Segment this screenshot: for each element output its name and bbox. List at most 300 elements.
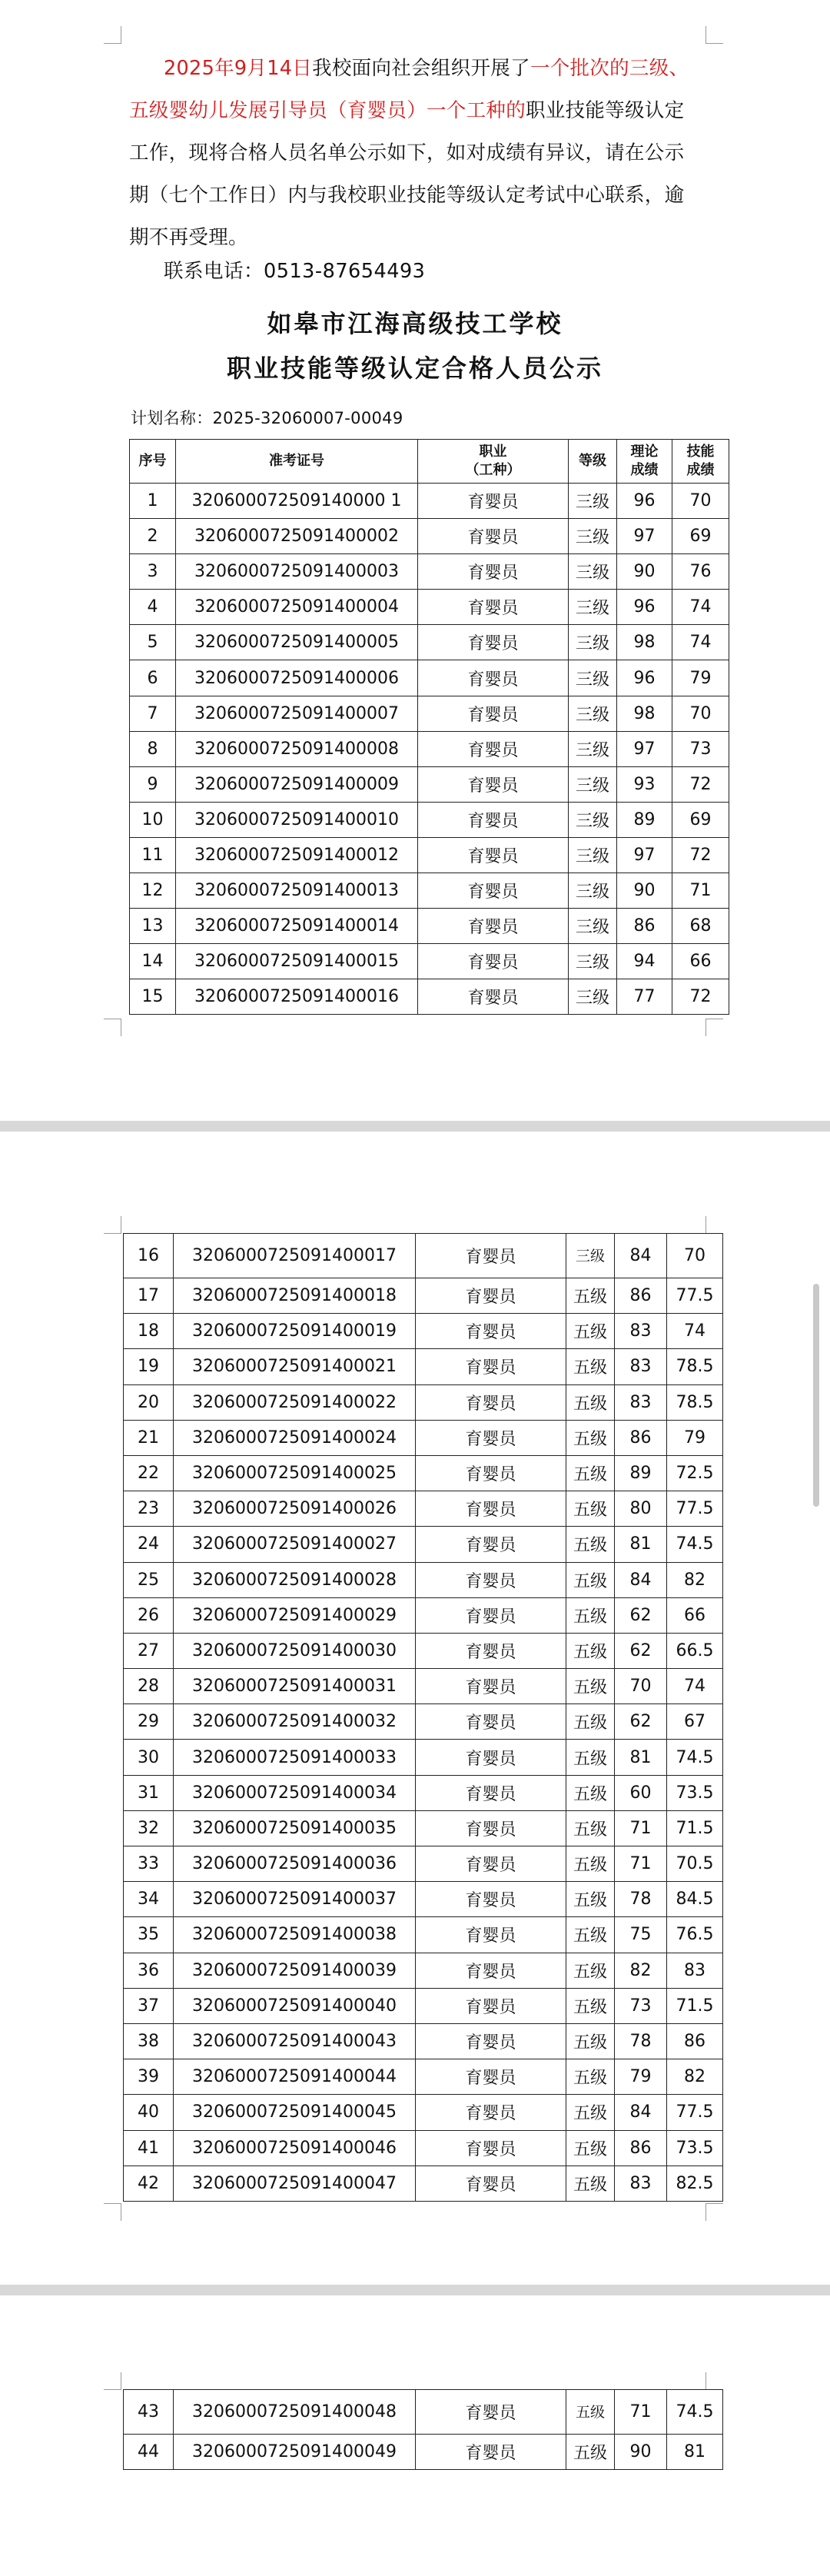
cell-job: 育婴员 (416, 1846, 566, 1882)
crop-mark (706, 1019, 723, 1036)
cell-skill: 70 (667, 1234, 723, 1278)
table-row (124, 1669, 723, 1704)
table-row (124, 1597, 723, 1633)
table-row (130, 554, 729, 590)
cell-theory: 81 (615, 1527, 667, 1562)
cell-level: 三级 (569, 979, 617, 1015)
cell-theory: 86 (615, 2130, 667, 2166)
crop-mark (706, 2203, 723, 2221)
cell-skill: 66.5 (667, 1633, 723, 1668)
cell-theory: 75 (615, 1917, 667, 1953)
cell-seq: 29 (124, 1704, 174, 1740)
table-row (130, 731, 729, 766)
cell-skill: 82 (667, 1562, 723, 1597)
cell-seq: 35 (124, 1917, 174, 1953)
table-row (124, 1917, 723, 1953)
cell-theory: 97 (617, 731, 672, 766)
cell-theory: 83 (615, 1384, 667, 1420)
cell-exam-no: 3206000725091400039 (174, 1953, 416, 1988)
cell-level: 三级 (569, 944, 617, 979)
table-row (130, 590, 729, 625)
cell-skill: 74 (672, 625, 729, 660)
cell-job: 育婴员 (418, 837, 569, 873)
cell-job: 育婴员 (416, 1740, 566, 1775)
cell-seq: 1 (130, 484, 176, 519)
cell-exam-no: 3206000725091400005 (176, 625, 418, 660)
cell-seq: 7 (130, 696, 176, 731)
cell-exam-no: 3206000725091400024 (174, 1420, 416, 1455)
cell-theory: 90 (617, 554, 672, 590)
cell-level: 三级 (569, 837, 617, 873)
table-row (124, 1420, 723, 1455)
cell-job: 育婴员 (418, 766, 569, 802)
cell-skill: 72 (672, 766, 729, 802)
cell-theory: 89 (617, 802, 672, 837)
header-skill-line1: 技能 (686, 444, 715, 460)
cell-seq: 10 (130, 802, 176, 837)
cell-job: 育婴员 (418, 590, 569, 625)
cell-job: 育婴员 (418, 802, 569, 837)
cell-level: 三级 (569, 873, 617, 909)
cell-skill: 69 (672, 802, 729, 837)
cell-job: 育婴员 (416, 1562, 566, 1597)
cell-seq: 27 (124, 1633, 174, 1668)
header-level: 等级 (569, 440, 617, 484)
cell-job: 育婴员 (418, 873, 569, 909)
cell-level: 五级 (566, 1491, 615, 1527)
cell-exam-no: 3206000725091400010 (176, 802, 418, 837)
cell-seq: 43 (124, 2390, 174, 2435)
cell-seq: 16 (124, 1234, 174, 1278)
cell-level: 五级 (566, 1846, 615, 1882)
cell-theory: 84 (615, 2095, 667, 2130)
cell-job: 育婴员 (418, 979, 569, 1015)
school-title: 如皋市江海高级技工学校 (267, 309, 563, 338)
cell-exam-no: 3206000725091400003 (176, 554, 418, 590)
cell-theory: 77 (617, 979, 672, 1015)
cell-level: 三级 (569, 554, 617, 590)
cell-level: 三级 (569, 696, 617, 731)
cell-exam-no: 3206000725091400035 (174, 1810, 416, 1846)
cell-job: 育婴员 (416, 1278, 566, 1314)
cell-skill: 68 (672, 909, 729, 944)
cell-skill: 77.5 (667, 1278, 723, 1314)
cell-job: 育婴员 (416, 1420, 566, 1455)
cell-seq: 9 (130, 766, 176, 802)
cell-level: 三级 (569, 519, 617, 554)
table-row (130, 484, 729, 519)
cell-level: 五级 (566, 1527, 615, 1562)
cell-theory: 96 (617, 484, 672, 519)
cell-skill: 76.5 (667, 1917, 723, 1953)
cell-skill: 71.5 (667, 1810, 723, 1846)
cell-seq: 17 (124, 1278, 174, 1314)
table-row (124, 2390, 723, 2435)
cell-level: 五级 (566, 2059, 615, 2095)
cell-seq: 21 (124, 1420, 174, 1455)
cell-seq: 4 (130, 590, 176, 625)
cell-theory: 71 (615, 1810, 667, 1846)
cell-exam-no: 3206000725091400019 (174, 1314, 416, 1349)
table-row (124, 2095, 723, 2130)
cell-theory: 97 (617, 519, 672, 554)
cell-exam-no: 3206000725091400017 (174, 1234, 416, 1278)
cell-job: 育婴员 (416, 1953, 566, 1988)
table-row (124, 1314, 723, 1349)
cell-skill: 74 (667, 1669, 723, 1704)
header-theory (617, 440, 672, 484)
table-row (124, 2130, 723, 2166)
scrollbar-thumb[interactable] (813, 1284, 819, 1507)
table-header-row (130, 440, 729, 484)
cell-exam-no: 320600072509140000 1 (176, 484, 418, 519)
cell-skill: 69 (672, 519, 729, 554)
cell-level: 五级 (566, 1953, 615, 1988)
cell-seq: 33 (124, 1846, 174, 1882)
cell-skill: 82.5 (667, 2166, 723, 2201)
cell-theory: 83 (615, 1314, 667, 1349)
table-row (124, 1740, 723, 1775)
notice-paragraph (129, 48, 702, 259)
header-job-line2: （工种） (465, 462, 521, 478)
table-row (130, 660, 729, 696)
cell-exam-no: 3206000725091400021 (174, 1349, 416, 1384)
cell-job: 育婴员 (416, 2095, 566, 2130)
cell-theory: 78 (615, 1882, 667, 1917)
cell-seq: 15 (130, 979, 176, 1015)
cell-theory: 84 (615, 1234, 667, 1278)
cell-skill: 74.5 (667, 1740, 723, 1775)
table-row (124, 1775, 723, 1810)
cell-theory: 83 (615, 1349, 667, 1384)
cell-job: 育婴员 (418, 731, 569, 766)
table-row (130, 766, 729, 802)
notice-title: 职业技能等级认定合格人员公示 (226, 354, 603, 383)
cell-skill: 72 (672, 837, 729, 873)
table-row (124, 1704, 723, 1740)
cell-theory: 80 (615, 1491, 667, 1527)
cell-job: 育婴员 (416, 1775, 566, 1810)
cell-level: 五级 (566, 1455, 615, 1491)
cell-level: 五级 (566, 2130, 615, 2166)
cell-job: 育婴员 (418, 484, 569, 519)
cell-exam-no: 3206000725091400027 (174, 1527, 416, 1562)
cell-job: 育婴员 (416, 1882, 566, 1917)
notice-highlight: 一个批次的三级、五级婴幼儿发展引导员（育婴员）一个工种的 (129, 57, 689, 122)
cell-exam-no: 3206000725091400040 (174, 1988, 416, 2023)
table-row (124, 1846, 723, 1882)
cell-level: 五级 (566, 2095, 615, 2130)
cell-seq: 5 (130, 625, 176, 660)
cell-exam-no: 3206000725091400043 (174, 2023, 416, 2059)
cell-theory: 86 (617, 909, 672, 944)
cell-theory: 60 (615, 1775, 667, 1810)
table-row (130, 837, 729, 873)
cell-level: 三级 (569, 590, 617, 625)
table-row (124, 1491, 723, 1527)
cell-seq: 26 (124, 1597, 174, 1633)
cell-exam-no: 3206000725091400002 (176, 519, 418, 554)
cell-job: 育婴员 (416, 2023, 566, 2059)
cell-level: 五级 (566, 1669, 615, 1704)
header-exam-no: 准考证号 (176, 440, 418, 484)
cell-job: 育婴员 (416, 1349, 566, 1384)
cell-skill: 81 (667, 2435, 723, 2470)
cell-job: 育婴员 (418, 696, 569, 731)
cell-seq: 23 (124, 1491, 174, 1527)
cell-skill: 77.5 (667, 2095, 723, 2130)
table-row (130, 802, 729, 837)
cell-skill: 79 (672, 660, 729, 696)
cell-skill: 70 (672, 484, 729, 519)
cell-skill: 74.5 (667, 1527, 723, 1562)
table-row (124, 1562, 723, 1597)
plan-name: 计划名称：2025-32060007-00049 (131, 409, 403, 427)
cell-job: 育婴员 (418, 660, 569, 696)
cell-theory: 98 (617, 696, 672, 731)
crop-mark (104, 1019, 121, 1036)
cell-job: 育婴员 (418, 909, 569, 944)
cell-exam-no: 3206000725091400032 (174, 1704, 416, 1740)
cell-level: 五级 (566, 2023, 615, 2059)
cell-theory: 73 (615, 1988, 667, 2023)
cell-skill: 66 (667, 1597, 723, 1633)
cell-skill: 73.5 (667, 1775, 723, 1810)
cell-seq: 30 (124, 1740, 174, 1775)
cell-level: 五级 (566, 2390, 615, 2435)
cell-theory: 71 (615, 2390, 667, 2435)
cell-seq: 42 (124, 2166, 174, 2201)
results-table (129, 439, 729, 1015)
cell-level: 三级 (569, 484, 617, 519)
table-row (124, 1455, 723, 1491)
cell-level: 五级 (566, 1704, 615, 1740)
cell-job: 育婴员 (416, 1455, 566, 1491)
cell-exam-no: 3206000725091400034 (174, 1775, 416, 1810)
cell-level: 三级 (569, 660, 617, 696)
header-job-line1: 职业 (479, 444, 507, 460)
cell-exam-no: 3206000725091400018 (174, 1278, 416, 1314)
cell-theory: 78 (615, 2023, 667, 2059)
cell-skill: 74 (667, 1314, 723, 1349)
cell-seq: 39 (124, 2059, 174, 2095)
crop-mark (104, 1216, 121, 1234)
table-row (124, 1527, 723, 1562)
table-row (124, 2166, 723, 2201)
cell-exam-no: 3206000725091400030 (174, 1633, 416, 1668)
cell-seq: 22 (124, 1455, 174, 1491)
cell-theory: 71 (615, 1846, 667, 1882)
cell-exam-no: 3206000725091400028 (174, 1562, 416, 1597)
cell-theory: 81 (615, 1740, 667, 1775)
cell-level: 五级 (566, 1314, 615, 1349)
table-row (130, 944, 729, 979)
cell-exam-no: 3206000725091400037 (174, 1882, 416, 1917)
crop-mark (104, 26, 121, 44)
cell-job: 育婴员 (416, 1669, 566, 1704)
cell-seq: 2 (130, 519, 176, 554)
cell-seq: 19 (124, 1349, 174, 1384)
cell-exam-no: 3206000725091400044 (174, 2059, 416, 2095)
cell-exam-no: 3206000725091400049 (174, 2435, 416, 2470)
table-row (130, 873, 729, 909)
cell-level: 五级 (566, 1882, 615, 1917)
cell-theory: 82 (615, 1953, 667, 1988)
cell-theory: 70 (615, 1669, 667, 1704)
cell-seq: 14 (130, 944, 176, 979)
cell-seq: 32 (124, 1810, 174, 1846)
cell-level: 五级 (566, 1420, 615, 1455)
cell-skill: 70 (672, 696, 729, 731)
cell-job: 育婴员 (416, 1810, 566, 1846)
contact-phone: 联系电话：0513-87654493 (164, 260, 426, 283)
cell-job: 育婴员 (416, 2166, 566, 2201)
cell-exam-no: 3206000725091400033 (174, 1740, 416, 1775)
results-table (123, 2389, 723, 2470)
cell-level: 五级 (566, 1775, 615, 1810)
cell-job: 育婴员 (416, 1384, 566, 1420)
cell-level: 三级 (569, 802, 617, 837)
cell-exam-no: 3206000725091400004 (176, 590, 418, 625)
cell-skill: 78.5 (667, 1384, 723, 1420)
cell-job: 育婴员 (416, 2390, 566, 2435)
crop-mark (706, 1216, 723, 1234)
cell-seq: 8 (130, 731, 176, 766)
cell-seq: 38 (124, 2023, 174, 2059)
cell-skill: 72 (672, 979, 729, 1015)
cell-seq: 12 (130, 873, 176, 909)
table-row (124, 1349, 723, 1384)
table-row (124, 1384, 723, 1420)
cell-theory: 97 (617, 837, 672, 873)
document-page-2 (0, 1132, 830, 2285)
notice-text: 我校面向社会组织开展了 (312, 57, 530, 80)
cell-job: 育婴员 (416, 1527, 566, 1562)
cell-seq: 18 (124, 1314, 174, 1349)
cell-exam-no: 3206000725091400012 (176, 837, 418, 873)
cell-theory: 62 (615, 1704, 667, 1740)
cell-exam-no: 3206000725091400008 (176, 731, 418, 766)
cell-skill: 67 (667, 1704, 723, 1740)
header-seq: 序号 (130, 440, 176, 484)
cell-exam-no: 3206000725091400029 (174, 1597, 416, 1633)
header-theory-line2: 成绩 (630, 462, 659, 478)
cell-seq: 25 (124, 1562, 174, 1597)
crop-mark (104, 2372, 121, 2390)
table-row (130, 696, 729, 731)
cell-skill: 74 (672, 590, 729, 625)
cell-level: 五级 (566, 1349, 615, 1384)
cell-seq: 44 (124, 2435, 174, 2470)
cell-skill: 74.5 (667, 2390, 723, 2435)
cell-exam-no: 3206000725091400006 (176, 660, 418, 696)
cell-theory: 86 (615, 1278, 667, 1314)
cell-seq: 3 (130, 554, 176, 590)
cell-exam-no: 3206000725091400048 (174, 2390, 416, 2435)
cell-theory: 96 (617, 590, 672, 625)
cell-seq: 11 (130, 837, 176, 873)
cell-exam-no: 3206000725091400015 (176, 944, 418, 979)
cell-exam-no: 3206000725091400009 (176, 766, 418, 802)
crop-mark (706, 26, 723, 44)
cell-exam-no: 3206000725091400014 (176, 909, 418, 944)
cell-exam-no: 3206000725091400046 (174, 2130, 416, 2166)
header-skill-line2: 成绩 (686, 462, 715, 478)
cell-theory: 84 (615, 1562, 667, 1597)
cell-theory: 90 (617, 873, 672, 909)
cell-level: 三级 (569, 625, 617, 660)
cell-job: 育婴员 (416, 1988, 566, 2023)
cell-level: 五级 (566, 1988, 615, 2023)
cell-level: 五级 (566, 2166, 615, 2201)
cell-exam-no: 3206000725091400026 (174, 1491, 416, 1527)
cell-skill: 82 (667, 2059, 723, 2095)
cell-skill: 78.5 (667, 1349, 723, 1384)
cell-theory: 90 (615, 2435, 667, 2470)
cell-level: 五级 (566, 1597, 615, 1633)
table-row (124, 1633, 723, 1668)
cell-seq: 31 (124, 1775, 174, 1810)
cell-seq: 34 (124, 1882, 174, 1917)
cell-exam-no: 3206000725091400036 (174, 1846, 416, 1882)
cell-exam-no: 3206000725091400007 (176, 696, 418, 731)
table-row (124, 2435, 723, 2470)
notice-text: 职业技能等级认定工作，现将合格人员名单公示如下，如对成绩有异议，请在公示期（七个工作日）内与我校职业技能等级认定考试中心联系，逾期不再受理。 (129, 99, 685, 249)
cell-seq: 40 (124, 2095, 174, 2130)
cell-skill: 77.5 (667, 1491, 723, 1527)
cell-seq: 20 (124, 1384, 174, 1420)
cell-theory: 98 (617, 625, 672, 660)
table-row (130, 519, 729, 554)
cell-skill: 83 (667, 1953, 723, 1988)
cell-job: 育婴员 (418, 625, 569, 660)
cell-seq: 36 (124, 1953, 174, 1988)
cell-theory: 96 (617, 660, 672, 696)
cell-skill: 72.5 (667, 1455, 723, 1491)
cell-skill: 70.5 (667, 1846, 723, 1882)
table-row (130, 979, 729, 1015)
cell-theory: 94 (617, 944, 672, 979)
cell-theory: 62 (615, 1633, 667, 1668)
header-skill (672, 440, 729, 484)
cell-skill: 76 (672, 554, 729, 590)
cell-seq: 24 (124, 1527, 174, 1562)
cell-job: 育婴员 (416, 1633, 566, 1668)
header-theory-line1: 理论 (630, 444, 659, 460)
cell-job: 育婴员 (416, 1234, 566, 1278)
cell-skill: 73 (672, 731, 729, 766)
table-row (124, 1882, 723, 1917)
crop-mark (104, 2203, 121, 2221)
cell-theory: 79 (615, 2059, 667, 2095)
cell-job: 育婴员 (416, 2059, 566, 2095)
cell-exam-no: 3206000725091400038 (174, 1917, 416, 1953)
table-row (124, 1953, 723, 1988)
cell-job: 育婴员 (416, 2435, 566, 2470)
cell-exam-no: 3206000725091400025 (174, 1455, 416, 1491)
cell-level: 五级 (566, 1740, 615, 1775)
table-row (124, 1278, 723, 1314)
cell-level: 三级 (569, 766, 617, 802)
table-row (124, 1810, 723, 1846)
cell-job: 育婴员 (416, 1597, 566, 1633)
crop-mark (706, 2372, 723, 2390)
cell-skill: 66 (672, 944, 729, 979)
cell-job: 育婴员 (416, 1314, 566, 1349)
document-page-1 (0, 0, 830, 1121)
cell-theory: 89 (615, 1455, 667, 1491)
cell-level: 五级 (566, 1917, 615, 1953)
